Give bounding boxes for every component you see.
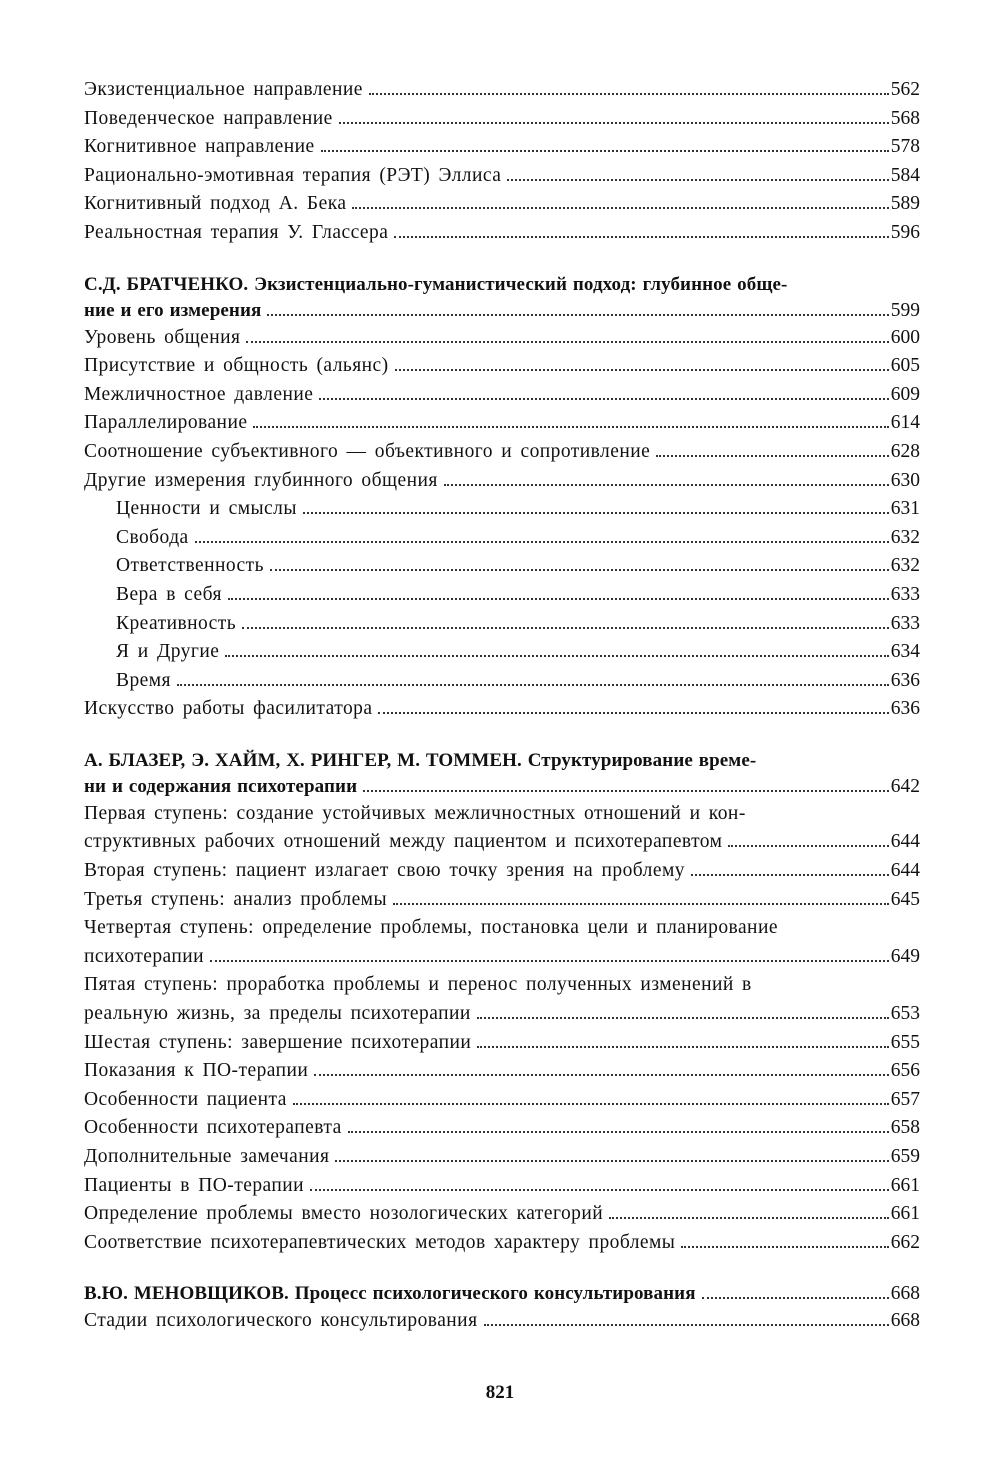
- dot-leader: [395, 369, 889, 371]
- toc-entry: [84, 76, 920, 105]
- dot-leader: [484, 1324, 889, 1326]
- toc-subentry: [84, 495, 920, 524]
- toc-entry-title: Ценности и смыслы: [116, 498, 297, 520]
- chapter-page: 642: [890, 775, 920, 797]
- toc-section: [84, 748, 920, 1258]
- toc-entry-title: Экзистенциальное направление: [84, 79, 363, 100]
- toc-entry-title: Стадии психологического консультирования: [84, 1310, 478, 1332]
- chapter-heading-last-line: [84, 298, 920, 324]
- dot-leader: [702, 1297, 889, 1299]
- toc-entry-page: 562: [890, 79, 920, 100]
- toc-entry-title: Время: [116, 669, 171, 691]
- dot-leader: [210, 960, 889, 962]
- dot-leader: [242, 627, 889, 629]
- toc-subentry: [84, 667, 920, 696]
- chapter-heading-last-line: [84, 1281, 920, 1307]
- dot-leader: [303, 512, 889, 514]
- toc-entry: [84, 438, 920, 467]
- toc-section: [84, 272, 920, 724]
- toc-subentry: [84, 610, 920, 639]
- dot-leader: [228, 598, 889, 600]
- toc-entry-page: 628: [890, 440, 920, 462]
- toc-section: [84, 1281, 920, 1336]
- toc-entry-first-line: Первая ступень: создание устойчивых межличностных отношений и кон-: [84, 802, 746, 824]
- toc-entry-title: Межличностное давление: [84, 383, 314, 405]
- toc-entry-title: Особенности психотерапевта: [84, 1117, 342, 1139]
- toc-entry: [84, 219, 920, 248]
- toc-entry-page: 600: [890, 326, 920, 348]
- dot-leader: [369, 93, 889, 95]
- toc-subentry: [84, 638, 920, 667]
- toc-entry-title: Другие измерения глубинного общения: [84, 469, 438, 491]
- toc-entry: [84, 467, 920, 496]
- toc-entry: [84, 133, 920, 162]
- toc-entry-title: Соотношение субъективного — объективного и сопротивление: [84, 440, 651, 462]
- toc-entry-page: 568: [890, 107, 920, 129]
- dot-leader: [314, 1074, 888, 1076]
- dot-leader: [691, 874, 889, 876]
- dot-leader: [507, 179, 888, 181]
- toc-entry-page: 605: [890, 355, 920, 377]
- toc-entry: [84, 1114, 920, 1143]
- toc-entry: [84, 1057, 920, 1086]
- toc-entry-page: 653: [890, 1003, 920, 1025]
- toc-entry-page: 661: [890, 1174, 920, 1196]
- toc-entry: [84, 1029, 920, 1058]
- dot-leader: [319, 398, 888, 400]
- toc-entry-page: 636: [890, 698, 920, 720]
- toc-entry-title: Соответствие психотерапевтических методов характеру проблемы: [84, 1231, 676, 1253]
- toc-entry-title: Параллелирование: [84, 412, 248, 434]
- toc-entry: [84, 857, 920, 886]
- dot-leader: [225, 655, 888, 657]
- toc-entry-page: 657: [890, 1088, 920, 1110]
- toc-entry-page: 656: [890, 1060, 920, 1082]
- toc-entry-first-line: Пятая ступень: проработка проблемы и перенос полученных изменений в: [84, 974, 752, 996]
- dot-leader: [195, 541, 889, 543]
- dot-leader: [363, 790, 889, 792]
- toc-entry-first-line: Четвертая ступень: определение проблемы, постановка цели и планирование: [84, 917, 778, 939]
- toc-entry: [84, 352, 920, 381]
- toc-entry-page: 631: [890, 498, 920, 520]
- toc-entry-title: Когнитивное направление: [84, 136, 315, 158]
- toc-entry-page: 649: [890, 945, 920, 967]
- table-of-contents: [84, 76, 920, 1360]
- toc-entry-page: 645: [890, 888, 920, 910]
- dot-leader: [477, 1017, 889, 1019]
- dot-leader: [253, 426, 888, 428]
- toc-entry-title: Показания к ПО-терапии: [84, 1060, 309, 1082]
- toc-entry: [84, 828, 920, 857]
- toc-entry-page: 589: [890, 193, 920, 215]
- toc-entry-page: 655: [890, 1031, 920, 1053]
- toc-entry-page: 596: [890, 221, 920, 243]
- dot-leader: [728, 845, 888, 847]
- toc-entry: [84, 324, 920, 353]
- toc-entry-title: реальную жизнь, за пределы психотерапии: [84, 1003, 471, 1025]
- toc-entry-page: 578: [890, 136, 920, 158]
- chapter-heading-text: ни и содержания психотерапии: [84, 775, 358, 797]
- toc-section: [84, 76, 920, 248]
- dot-leader: [310, 1189, 889, 1191]
- toc-entry-title: Шестая ступень: завершение психотерапии: [84, 1031, 472, 1053]
- toc-entry: [84, 943, 920, 972]
- chapter-heading: [84, 748, 920, 800]
- toc-entry-title: Искусство работы фасилитатора: [84, 698, 373, 720]
- toc-subentry: [84, 581, 920, 610]
- toc-entry: [84, 409, 920, 438]
- dot-leader: [378, 712, 888, 714]
- dot-leader: [177, 684, 889, 686]
- toc-entry-page: 609: [890, 383, 920, 405]
- toc-subentry: [84, 524, 920, 553]
- chapter-heading-text: ние и его измерения: [84, 299, 262, 321]
- toc-entry-title: Рационально-эмотивная терапия (РЭТ) Эллиса: [84, 164, 502, 186]
- toc-entry-title: Ответственность: [116, 555, 264, 577]
- toc-entry-page: 633: [890, 583, 920, 605]
- dot-leader: [352, 207, 888, 209]
- chapter-page: 668: [890, 1283, 920, 1305]
- toc-entry: [84, 695, 920, 724]
- toc-entry: [84, 1143, 920, 1172]
- toc-entry-title: психотерапии: [84, 945, 205, 967]
- dot-leader: [444, 484, 889, 486]
- toc-entry-page: 644: [890, 860, 920, 882]
- toc-entry-title: Уровень общения: [84, 326, 241, 348]
- toc-entry-title: Определение проблемы вместо нозологических категорий: [84, 1203, 604, 1225]
- toc-entry: [84, 1172, 920, 1201]
- toc-entry-title: Реальностная терапия У. Глассера: [84, 221, 389, 243]
- dot-leader: [477, 1046, 889, 1048]
- dot-leader: [656, 455, 889, 457]
- dot-leader: [681, 1246, 888, 1248]
- toc-entry-page: 632: [890, 526, 920, 548]
- toc-entry-title: Присутствие и общность (альянс): [84, 355, 389, 377]
- toc-entry-title: Свобода: [116, 526, 189, 548]
- toc-entry-title: Вера в себя: [116, 583, 222, 605]
- chapter-heading-line: А. БЛАЗЕР, Э. ХАЙМ, Х. РИНГЕР, М. ТОММЕН. Структурирование време-: [84, 749, 757, 771]
- toc-entry: [84, 1086, 920, 1115]
- chapter-page: 599: [890, 299, 920, 321]
- toc-entry: [84, 381, 920, 410]
- dot-leader: [246, 341, 888, 343]
- chapter-heading-line: С.Д. БРАТЧЕНКО. Экзистенциально-гуманистический подход: глубинное обще-: [84, 273, 788, 295]
- toc-entry-title: Третья ступень: анализ проблемы: [84, 888, 388, 910]
- toc-entry-page: 659: [890, 1146, 920, 1167]
- dot-leader: [335, 1160, 888, 1162]
- dot-leader: [348, 1131, 889, 1133]
- toc-subentry: [84, 552, 920, 581]
- toc-entry-title: Поведенческое направление: [84, 107, 333, 129]
- toc-entry: [84, 105, 920, 134]
- toc-entry-title: Креативность: [116, 612, 237, 634]
- toc-entry-title: Дополнительные замечания: [84, 1146, 330, 1167]
- toc-entry: [84, 190, 920, 219]
- dot-leader: [267, 314, 888, 316]
- toc-entry: [84, 886, 920, 915]
- toc-entry-page: 614: [890, 412, 920, 434]
- toc-entry-page: 668: [890, 1310, 920, 1332]
- toc-entry-title: Пациенты в ПО-терапии: [84, 1174, 305, 1196]
- dot-leader: [393, 903, 889, 905]
- chapter-heading-last-line: [84, 774, 920, 800]
- dot-leader: [394, 236, 888, 238]
- toc-entry-page: 644: [890, 831, 920, 853]
- toc-entry-page: 662: [890, 1231, 920, 1253]
- dot-leader: [270, 569, 889, 571]
- toc-entry-title: Я и Другие: [116, 641, 220, 663]
- toc-entry-page: 636: [890, 669, 920, 691]
- toc-entry-title: Вторая ступень: пациент излагает свою точку зрения на проблему: [84, 860, 685, 882]
- toc-entry-page: 633: [890, 612, 920, 634]
- dot-leader: [321, 150, 889, 152]
- toc-entry-page: 658: [890, 1117, 920, 1139]
- toc-entry-title: структивных рабочих отношений между пациентом и психотерапевтом: [84, 831, 723, 853]
- chapter-heading: [84, 1281, 920, 1307]
- toc-entry-page: 584: [890, 164, 920, 186]
- toc-entry-page: 634: [890, 641, 920, 663]
- toc-entry: [84, 162, 920, 191]
- chapter-heading-text: В.Ю. МЕНОВЩИКОВ. Процесс психологического консультирования: [84, 1283, 696, 1305]
- toc-entry: [84, 1307, 920, 1336]
- toc-entry-page: 661: [890, 1203, 920, 1225]
- dot-leader: [339, 122, 889, 124]
- toc-entry: [84, 1200, 920, 1229]
- toc-entry: [84, 1229, 920, 1258]
- dot-leader: [293, 1103, 889, 1105]
- toc-entry-title: Когнитивный подход А. Бека: [84, 193, 347, 215]
- toc-entry-page: 632: [890, 555, 920, 577]
- page-number: 821: [485, 1382, 515, 1403]
- toc-entry-page: 630: [890, 469, 920, 491]
- dot-leader: [609, 1217, 889, 1219]
- toc-entry: [84, 1000, 920, 1029]
- toc-entry-title: Особенности пациента: [84, 1088, 287, 1110]
- chapter-heading: [84, 272, 920, 324]
